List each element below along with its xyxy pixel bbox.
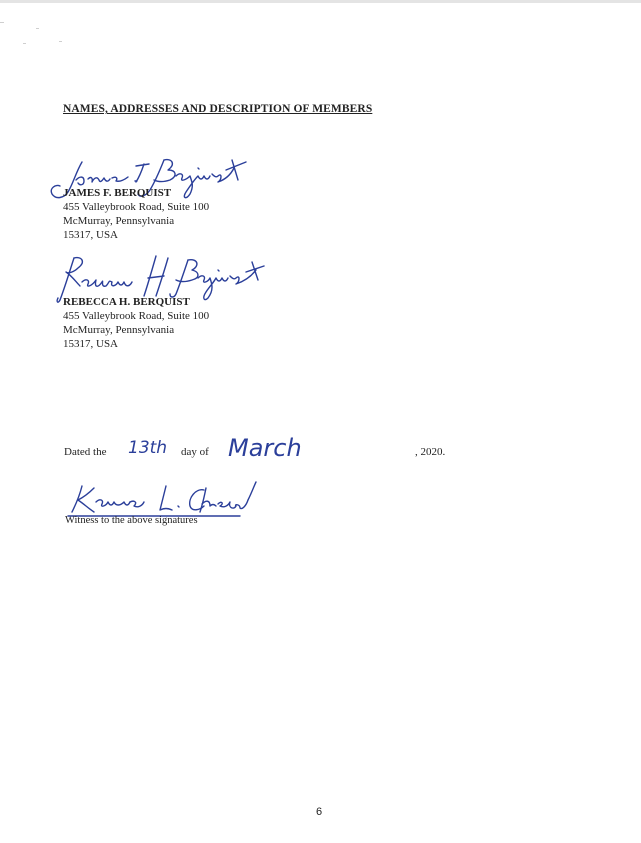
member-name: JAMES F. BERQUIST — [63, 187, 172, 199]
member-address-line2: McMurray, Pennsylvania — [63, 215, 175, 227]
member-address-line1: 455 Valleybrook Road, Suite 100 — [63, 310, 210, 322]
section-heading: NAMES, ADDRESSES AND DESCRIPTION OF MEMBERS — [63, 103, 373, 115]
witness-label: Witness to the above signatures — [65, 515, 198, 526]
member-address-line1: 455 Valleybrook Road, Suite 100 — [63, 201, 210, 213]
member-address-line2: McMurray, Pennsylvania — [63, 324, 175, 336]
member-name: REBECCA H. BERQUIST — [63, 296, 190, 308]
dated-prefix: Dated the — [64, 446, 107, 458]
dated-year: , 2020. — [415, 446, 446, 458]
member-james-berquist — [63, 186, 209, 242]
dated-day-of: day of — [181, 446, 209, 458]
member-rebecca-berquist — [63, 295, 209, 351]
dated-day-handwritten: 13th — [128, 438, 168, 458]
page-number: 6 — [316, 806, 323, 818]
top-edge — [0, 0, 641, 3]
member-address-line3: 15317, USA — [63, 338, 119, 350]
dated-month-handwritten: March — [228, 434, 302, 462]
member-address-line3: 15317, USA — [63, 229, 119, 241]
